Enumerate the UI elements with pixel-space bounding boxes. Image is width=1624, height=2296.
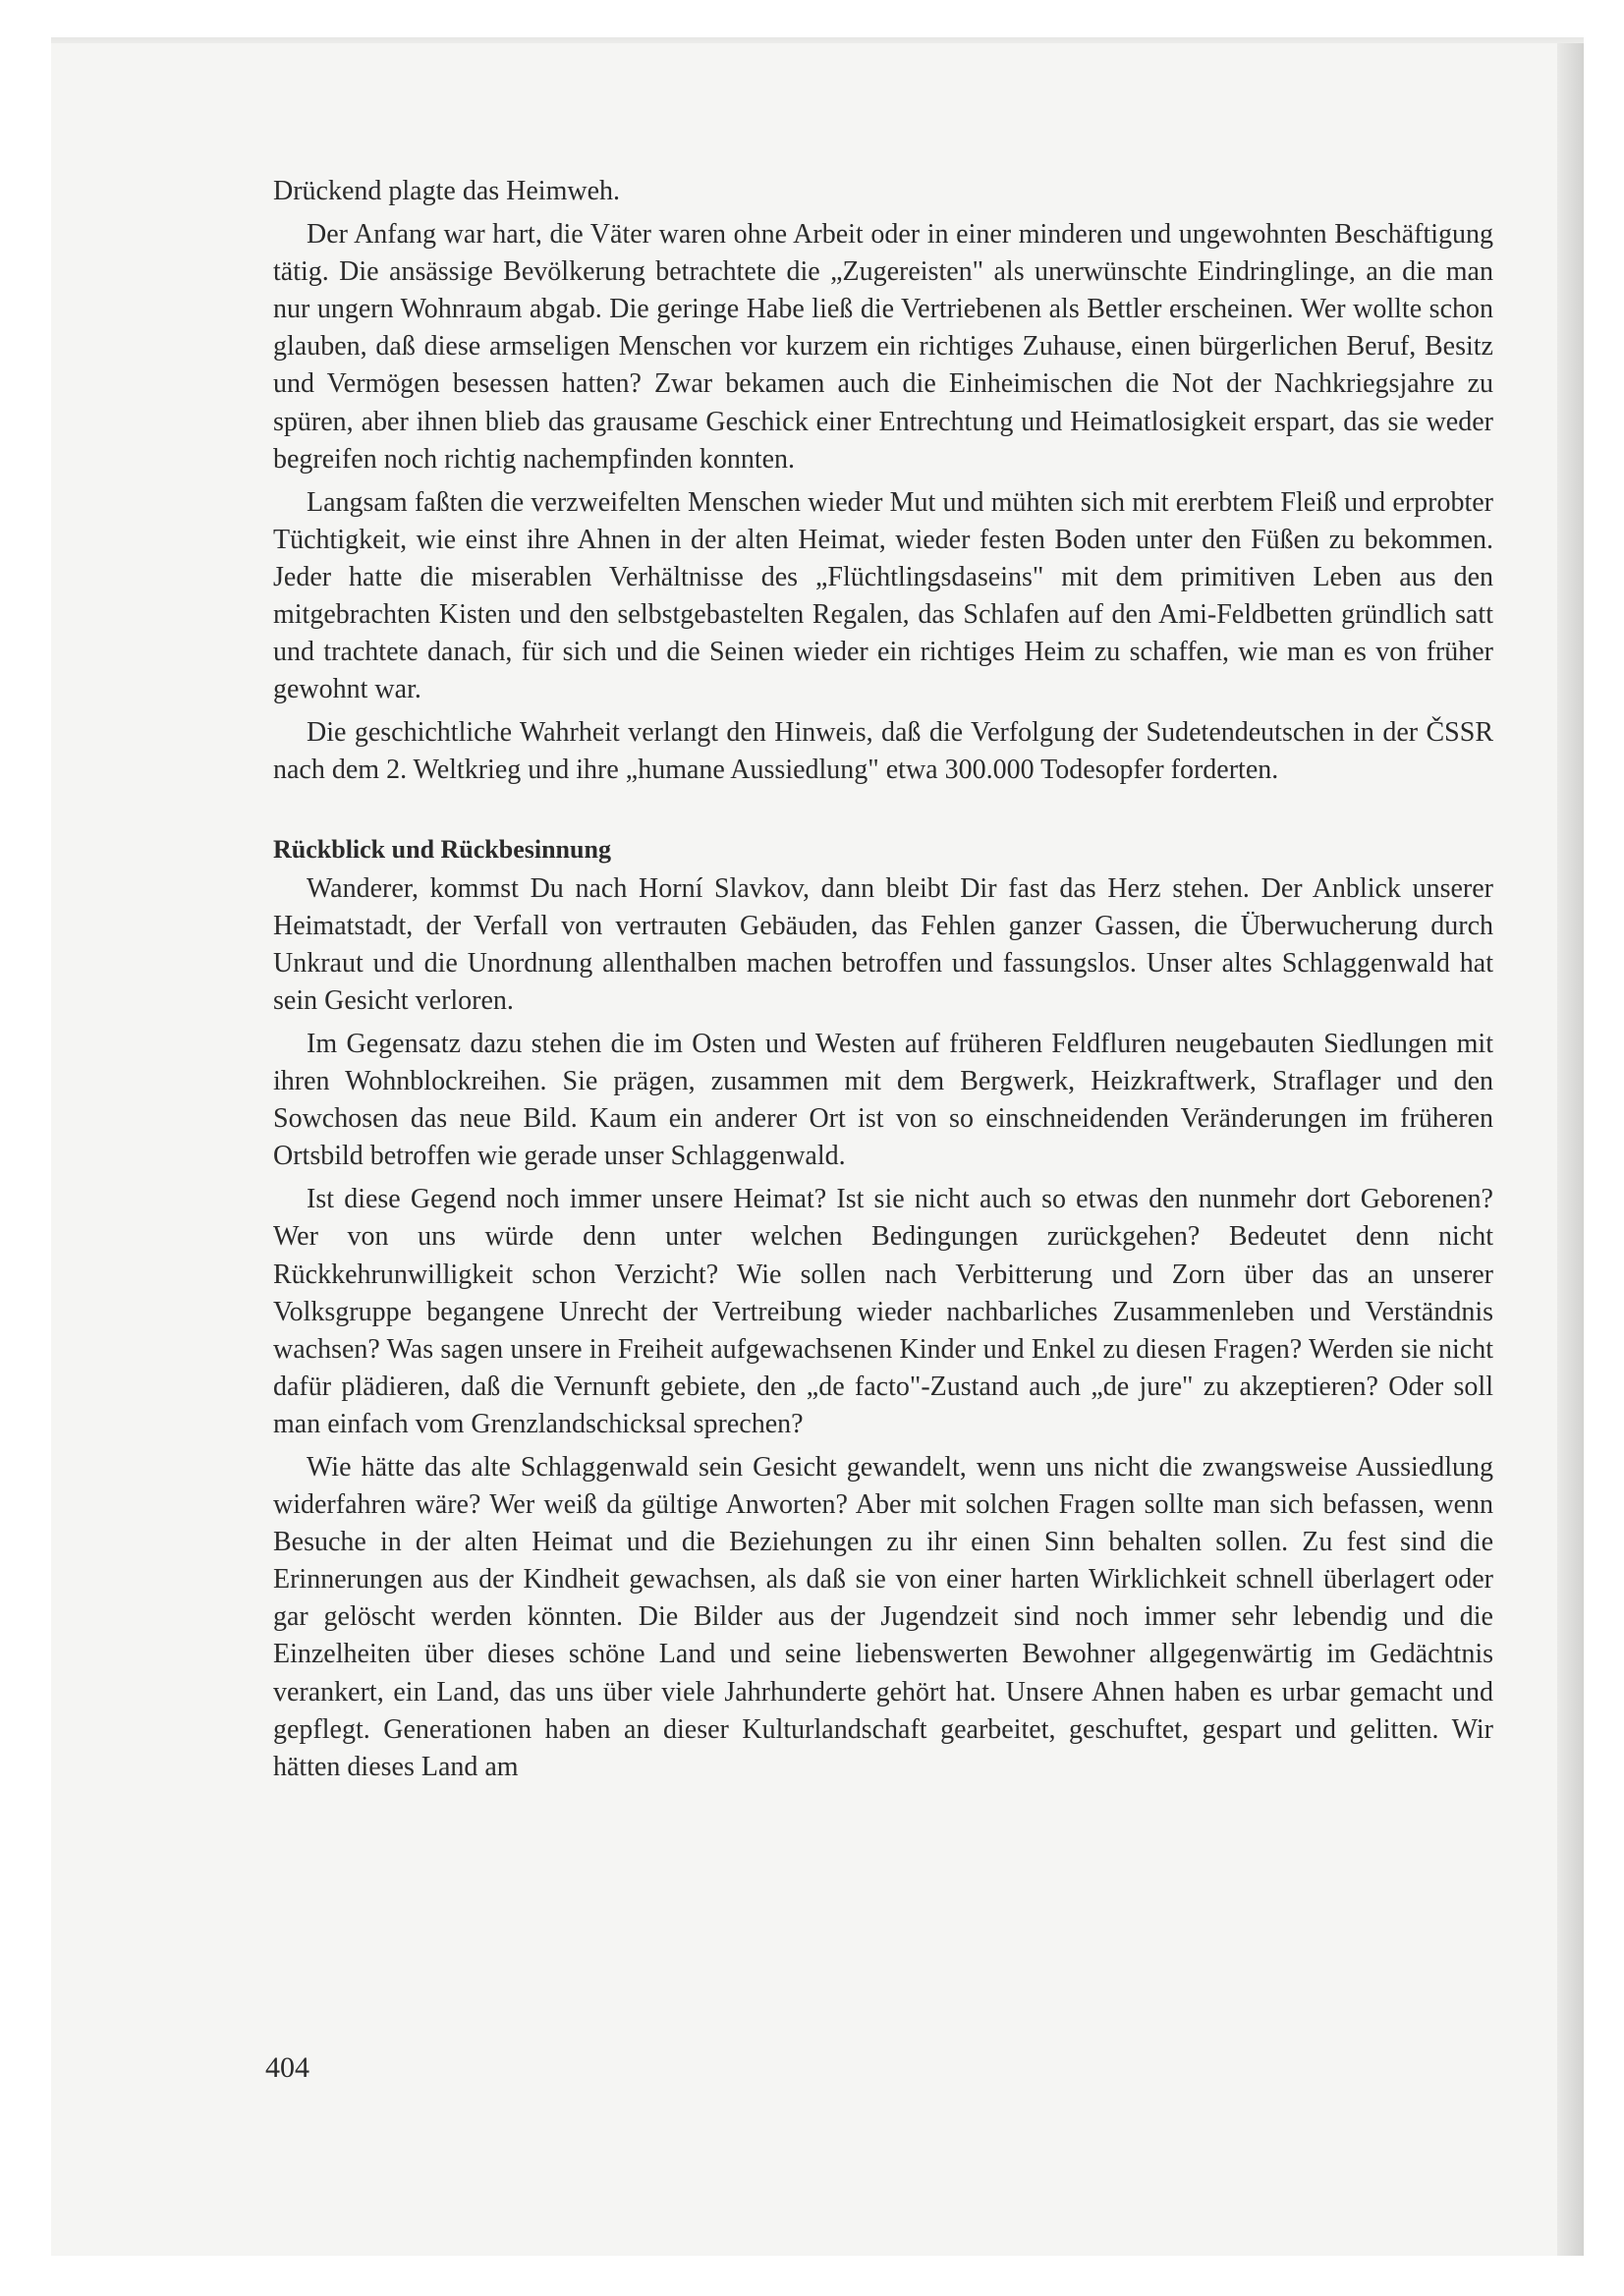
paragraph: Die geschichtliche Wahrheit verlangt den Hinweis, daß die Verfolgung der Sudetendeutschen in der ČSSR nach dem 2. Weltkrieg und ihre „humane Aussiedlung" etwa 300.000 Todesopfer forderten. bbox=[273, 717, 1493, 786]
paragraph: Langsam faßten die verzweifelten Menschen wieder Mut und mühten sich mit ererbtem Fleiß und erprobter Tüchtigkeit, wie einst ihre Ahnen in der alten Heimat, wieder festen Boden unter den Füßen zu bekommen. Jeder hatte die miserablen Verhältnisse des „Flüchtlingsdaseins" mit dem primitiven Leben aus den mitgebrachten Kisten und den selbstgebastelten Regalen, das Schlafen auf den Ami-Feldbetten gründlich satt und trachtete danach, für sich und die Seinen wieder ein richtiges Heim zu schaffen, wie man es von früher gewohnt war. bbox=[273, 486, 1493, 705]
paragraph: Drückend plagte das Heimweh. bbox=[273, 176, 620, 206]
paragraph: Der Anfang war hart, die Väter waren ohne Arbeit oder in einer minderen und ungewohnten Beschäftigung tätig. Die ansässige Bevölkerung betrachtete die „Zugereisten" als unerwünschte Eindringlinge, an die man nur ungern Wohnraum abgab. Die geringe Habe ließ die Vertriebenen als Bettler erscheinen. Wer wollte schon glauben, daß diese armseligen Menschen vor kurzem ein richtiges Zuhause, einen bürgerlichen Beruf, Besitz und Vermögen besessen hatten? Zwar bekamen auch die Einheimischen die Not der Nachkriegsjahre zu spüren, aber ihnen blieb das grausame Geschick einer Entrechtung und Heimatlosigkeit erspart, das sie weder begreifen noch richtig nachempfinden konnten. bbox=[273, 219, 1493, 475]
paragraph: Ist diese Gegend noch immer unsere Heimat? Ist sie nicht auch so etwas den nunmehr dort Geborenen? Wer von uns würde denn unter welchen Bedingungen zurückgehen? Bedeutet denn nicht Rückkehrunwilligkeit schon Verzicht? Wie sollen nach Verbitterung und Zorn über das an unserer Volksgruppe begangene Unrecht der Vertreibung wieder nachbarliches Zusammenleben und Verständnis wachsen? Was sagen unsere in Freiheit aufgewachsenen Kinder und Enkel zu diesen Fragen? Werden sie nicht dafür plädieren, daß die Vernunft gebiete, den „de facto"-Zustand auch „de jure" zu akzeptieren? Oder soll man einfach vom Grenzlandschicksal sprechen? bbox=[273, 1184, 1493, 1439]
page-body bbox=[273, 173, 1493, 1792]
page-number: 404 bbox=[265, 2051, 309, 2084]
paragraph: Wanderer, kommst Du nach Horní Slavkov, dann bleibt Dir fast das Herz stehen. Der Anblick unserer Heimatstadt, der Verfall von vertrauten Gebäuden, das Fehlen ganzer Gassen, die Überwucherung durch Unkraut und die Unordnung allenthalben machen betroffen und fassungslos. Unser altes Schlaggenwald hat sein Gesicht verloren. bbox=[273, 872, 1493, 1016]
scan-right-edge bbox=[1557, 43, 1584, 2256]
paragraph: Im Gegensatz dazu stehen die im Osten und Westen auf früheren Feldfluren neugebauten Siedlungen mit ihren Wohnblockreihen. Sie prägen, zusammen mit dem Bergwerk, Heizkraftwerk, Straflager und den Sowchosen das neue Bild. Kaum ein anderer Ort ist von so einschneidenden Veränderungen im früheren Ortsbild betroffen wie gerade unser Schlaggenwald. bbox=[273, 1028, 1493, 1172]
paragraph: Wie hätte das alte Schlaggenwald sein Gesicht gewandelt, wenn uns nicht die zwangsweise Aussiedlung widerfahren wäre? Wer weiß da gültige Anworten? Aber mit solchen Fragen sollte man sich befassen, wenn Besuche in der alten Heimat und die Beziehungen zu ihr einen Sinn behalten sollen. Zu fest sind die Erinnerungen aus der Kindheit gewachsen, als daß sie von einer harten Wirklichkeit schnell überlagert oder gar gelöscht werden könnten. Die Bilder aus der Jugendzeit sind noch immer sehr lebendig und die Einzelheiten über dieses schöne Land und seine liebenswerten Bewohner allgegenwärtig im Gedächtnis verankert, ein Land, das uns über viele Jahrhunderte gehört hat. Unsere Ahnen haben es urbar gemacht und gepflegt. Generationen haben an dieser Kulturlandschaft gearbeitet, geschuftet, gespart und gelitten. Wir hätten dieses Land am bbox=[273, 1452, 1493, 1782]
section-heading: Rückblick und Rückbesinnung bbox=[273, 834, 611, 864]
